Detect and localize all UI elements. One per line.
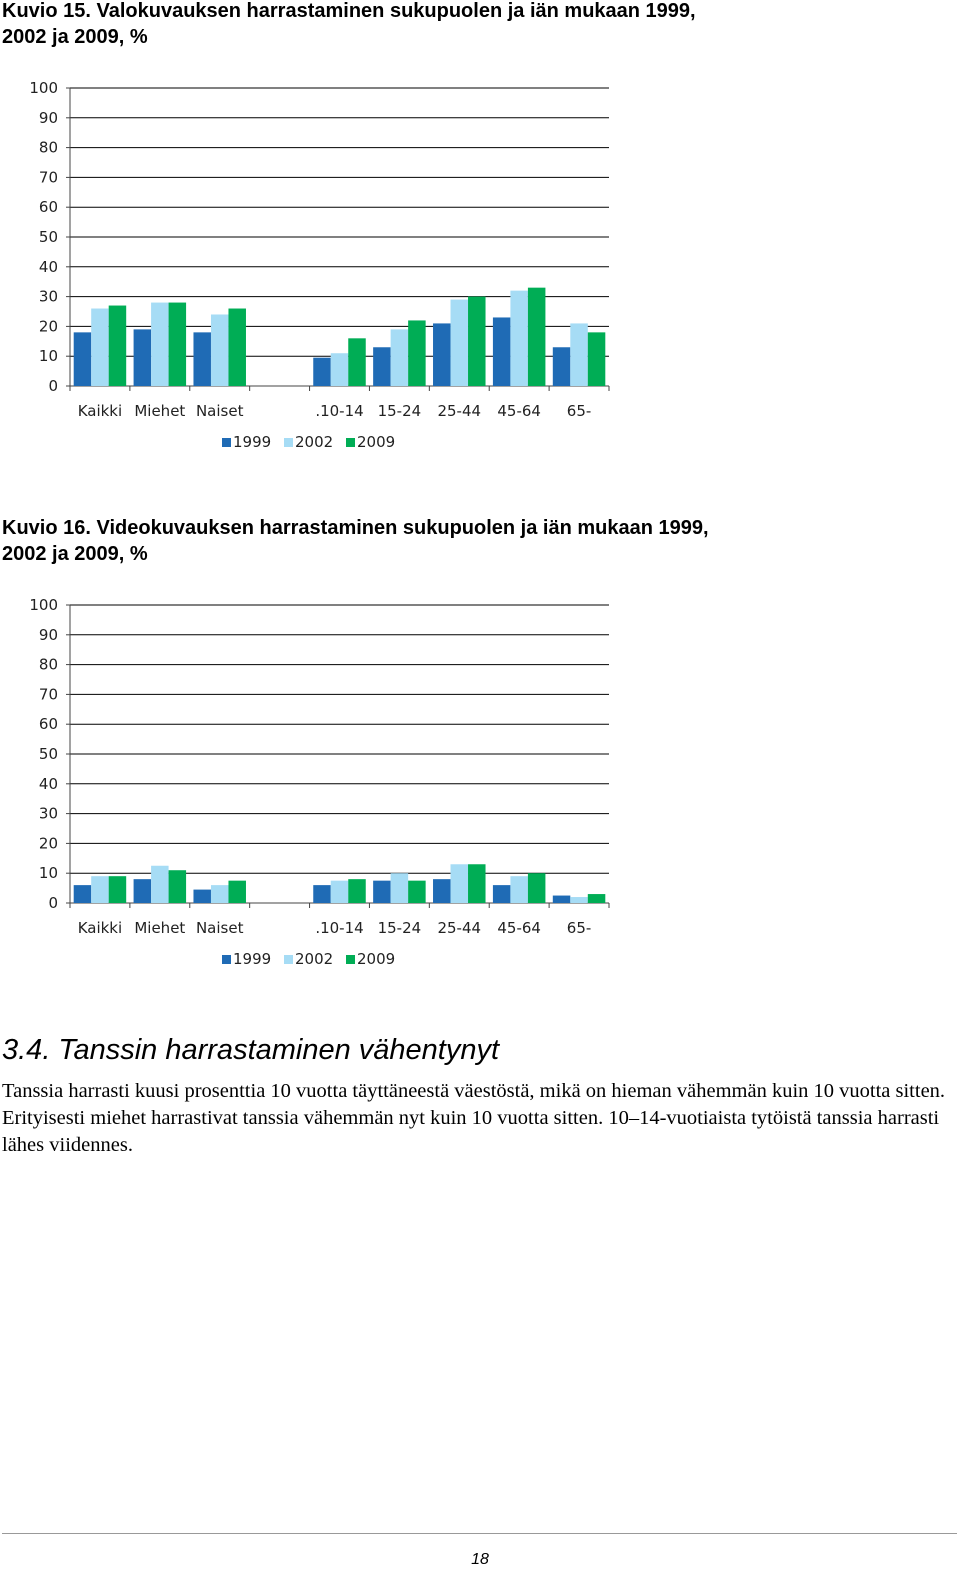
x-tick-label: Miehet [134, 919, 186, 937]
x-tick-label: 65- [566, 402, 592, 420]
y-tick-label: 30 [38, 804, 58, 823]
y-tick-label: 100 [29, 596, 58, 614]
y-tick-label: 40 [38, 774, 58, 793]
bar-2002 [91, 309, 109, 386]
y-tick-label: 70 [38, 168, 58, 187]
y-tick-label: 0 [48, 377, 58, 395]
legend-label: 2002 [295, 433, 334, 450]
y-tick-label: 20 [38, 834, 58, 853]
figure-15-caption: Kuvio 15. Valokuvauksen harrastaminen sukupuolen ja iän mukaan 1999, 2002 ja 2009, % [2, 0, 696, 48]
legend-label: 2002 [295, 950, 334, 967]
bar-1999 [373, 347, 391, 386]
x-tick-label: Miehet [134, 402, 186, 420]
x-tick-label: Naiset [195, 919, 244, 937]
bar-1999 [553, 347, 571, 386]
figure-16-caption: Kuvio 16. Videokuvauksen harrastaminen sukupuolen ja iän mukaan 1999, 2002 ja 2009, % [2, 517, 709, 565]
x-tick-label: .10-14 [315, 919, 364, 937]
y-tick-label: 70 [38, 685, 58, 704]
bar-2002 [510, 876, 527, 903]
x-tick-label: 25-44 [437, 919, 482, 937]
bar-2002 [151, 866, 169, 903]
x-tick-label: .10-14 [315, 402, 364, 420]
bar-1999 [74, 885, 92, 903]
x-tick-label: 15-24 [377, 919, 422, 937]
y-tick-label: 80 [38, 655, 58, 674]
bar-2002 [451, 864, 469, 903]
page-number: 18 [471, 1551, 489, 1568]
bar-2009 [528, 873, 546, 903]
bar-1999 [193, 890, 211, 903]
body-paragraph: Tanssia harrasti kuusi prosenttia 10 vuotta täyttäneestä väestöstä, mikä on hieman vähemmän kuin 10 vuotta sitten. Erityisesti miehet harrastivat tanssia vähemmän nyt kuin 10 vuotta sitten. 10–14-vuotiaista tytöistä tanssia harrasti lähes viidennes. [2, 1080, 946, 1156]
x-tick-label: 45-64 [497, 919, 541, 937]
bar-1999 [493, 317, 511, 386]
section-heading: 3.4. Tanssin harrastaminen vähentynyt [2, 1034, 500, 1066]
legend-swatch-2002 [284, 438, 293, 447]
bar-1999 [74, 332, 92, 386]
bar-2009 [468, 297, 486, 386]
y-tick-label: 60 [38, 715, 58, 734]
bar-2002 [211, 885, 229, 903]
legend-swatch-2009 [346, 955, 355, 964]
x-tick-label: Naiset [195, 402, 244, 420]
x-tick-label: 25-44 [437, 402, 482, 420]
bar-1999 [433, 323, 451, 386]
legend-swatch-1999 [222, 438, 231, 447]
bar-2009 [109, 306, 127, 386]
bar-1999 [313, 885, 331, 903]
y-tick-label: 10 [38, 347, 58, 366]
bar-1999 [553, 896, 571, 903]
bar-2002 [570, 323, 588, 386]
x-tick-label: Kaikki [77, 919, 123, 937]
bar-2009 [228, 309, 246, 386]
legend-swatch-2002 [284, 955, 293, 964]
bar-2002 [510, 291, 527, 386]
bar-2009 [588, 894, 606, 903]
y-tick-label: 100 [29, 79, 58, 97]
legend-swatch-2009 [346, 438, 355, 447]
figure-15-chart [0, 70, 620, 450]
bar-2009 [169, 303, 187, 386]
bar-1999 [373, 881, 391, 903]
bar-2002 [331, 353, 349, 386]
legend-label: 2009 [357, 950, 396, 967]
bar-2009 [348, 338, 366, 386]
y-tick-label: 20 [38, 317, 58, 336]
bar-2002 [451, 300, 469, 386]
y-tick-label: 40 [38, 257, 58, 276]
bar-2009 [348, 879, 366, 903]
y-tick-label: 90 [38, 108, 58, 127]
bar-2002 [570, 897, 588, 903]
legend-label: 2009 [357, 433, 396, 450]
y-tick-label: 90 [38, 625, 58, 644]
bar-1999 [493, 885, 511, 903]
y-tick-label: 50 [38, 745, 58, 763]
bar-2009 [468, 864, 486, 903]
x-tick-label: Kaikki [77, 402, 123, 420]
footer-divider [2, 1533, 957, 1534]
figure-16-chart [0, 587, 620, 967]
bar-2002 [331, 881, 349, 903]
bar-1999 [134, 879, 152, 903]
bar-2009 [228, 881, 246, 903]
bar-2009 [528, 288, 546, 386]
bar-2002 [391, 873, 409, 903]
bar-2009 [109, 876, 127, 903]
y-tick-label: 50 [38, 228, 58, 246]
bar-1999 [193, 332, 211, 386]
bar-1999 [433, 879, 451, 903]
y-tick-label: 60 [38, 198, 58, 217]
bar-2009 [588, 332, 606, 386]
bar-2009 [408, 320, 426, 386]
y-tick-label: 80 [38, 138, 58, 157]
y-tick-label: 30 [38, 287, 58, 306]
y-tick-label: 0 [48, 894, 58, 912]
bar-2002 [211, 314, 229, 386]
bar-2009 [408, 881, 426, 903]
bar-2002 [391, 329, 409, 386]
x-tick-label: 15-24 [377, 402, 422, 420]
legend-label: 1999 [233, 433, 272, 450]
bar-2002 [151, 303, 169, 386]
x-tick-label: 65- [566, 919, 592, 937]
bar-2002 [91, 876, 109, 903]
legend-swatch-1999 [222, 955, 231, 964]
x-tick-label: 45-64 [497, 402, 541, 420]
bar-1999 [134, 329, 152, 386]
bar-1999 [313, 358, 331, 386]
legend-label: 1999 [233, 950, 272, 967]
y-tick-label: 10 [38, 864, 58, 883]
bar-2009 [169, 870, 187, 903]
